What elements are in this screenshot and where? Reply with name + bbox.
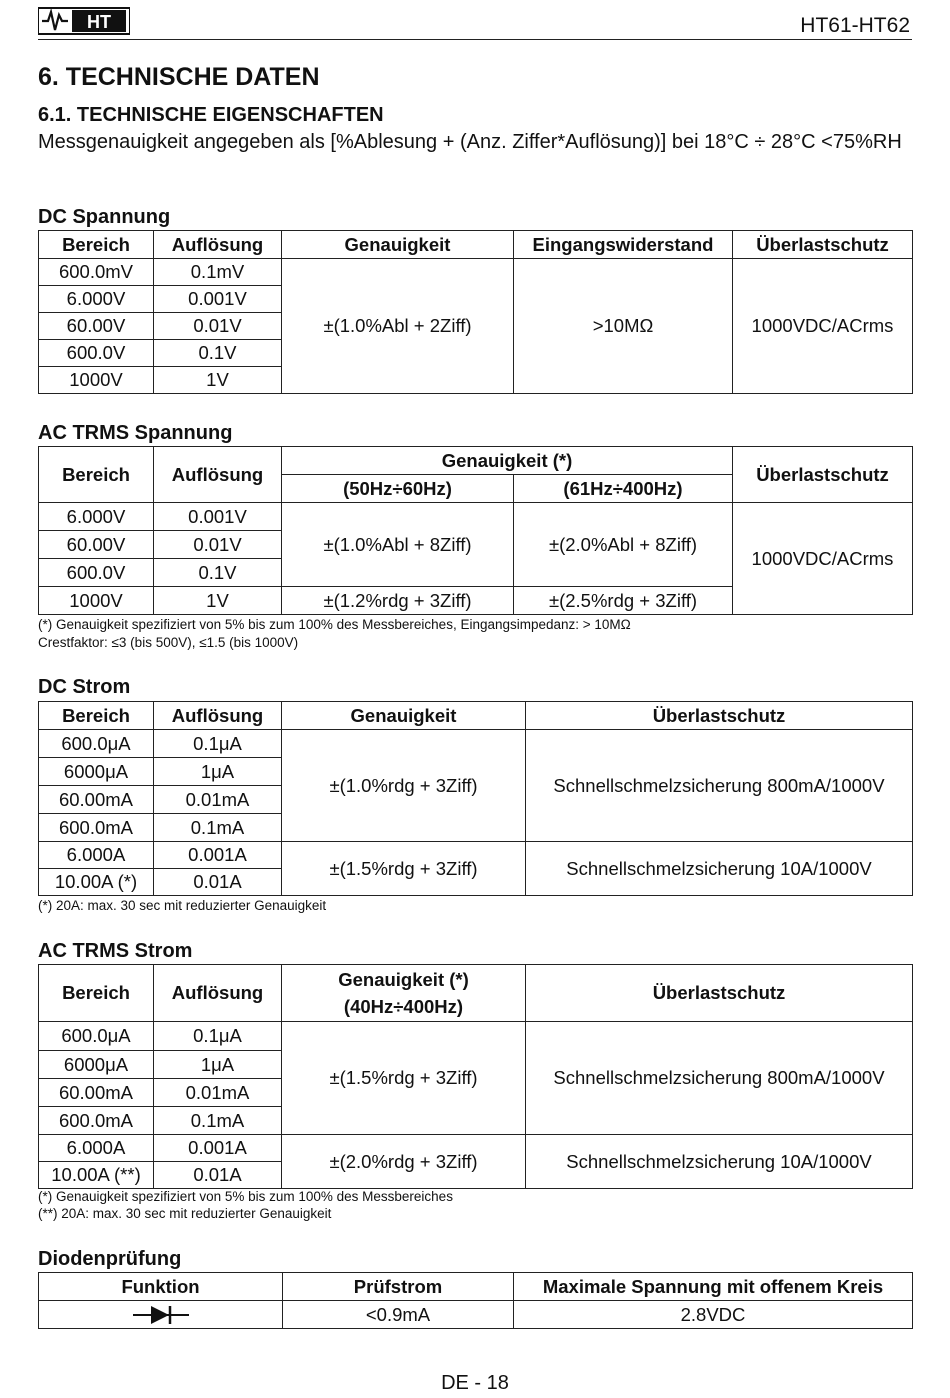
accuracy-cell: ±(2.0%Abl + 8Ziff) [514,503,733,587]
resolution-cell: 0.1mV [154,259,282,286]
range-cell: 6.000V [39,286,154,313]
header-resolution: Auflösung [154,231,282,259]
dc-current-title: DC Strom [38,676,131,698]
ac-current-table [38,964,913,1189]
page-number: DE - 18 [441,1372,509,1394]
logo-text: HT [87,12,111,32]
range-cell: 600.0mV [39,259,154,286]
range-cell: 60.00mA [39,1079,154,1107]
protection-cell: 1000VDC/ACrms [733,259,913,394]
resolution-cell: 1μA [154,758,282,786]
header-freq-2: (61Hz÷400Hz) [514,475,733,503]
range-cell: 6.000A [39,1135,154,1162]
range-cell: 60.00mA [39,786,154,814]
resolution-cell: 0.1mA [154,814,282,842]
diode-icon [131,1304,191,1326]
header-resolution: Auflösung [154,702,282,730]
range-cell: 600.0μA [39,1022,154,1051]
accuracy-cell: ±(2.0%rdg + 3Ziff) [282,1135,526,1189]
header-function: Funktion [39,1273,283,1301]
accuracy-cell: ±(1.5%rdg + 3Ziff) [282,842,526,896]
ac-voltage-note-1: (*) Genauigkeit spezifiziert von 5% bis zum 100% des Messbereiches, Eingangsimpedanz: > 10MΩ [38,617,631,632]
range-cell: 10.00A (*) [39,869,154,896]
header-accuracy-freq: (40Hz÷400Hz) [343,996,464,1017]
page-title: 6. TECHNISCHE DATEN [38,63,320,91]
header-range: Bereich [39,702,154,730]
resolution-cell: 0.1V [154,340,282,367]
header-protection: Überlastschutz [526,702,913,730]
resolution-cell: 0.01mA [154,1079,282,1107]
header-protection: Überlastschutz [733,231,913,259]
range-cell: 1000V [39,587,154,615]
header-freq-1: (50Hz÷60Hz) [282,475,514,503]
accuracy-cell: ±(1.0%rdg + 3Ziff) [282,730,526,842]
range-cell: 6000μA [39,1051,154,1079]
resolution-cell: 0.001A [154,842,282,869]
header-max-voltage: Maximale Spannung mit offenem Kreis [514,1273,913,1301]
function-cell [39,1301,283,1329]
max-voltage-cell: 2.8VDC [514,1301,913,1329]
protection-cell: Schnellschmelzsicherung 10A/1000V [526,1135,913,1189]
ac-current-note-1: (*) Genauigkeit spezifiziert von 5% bis zum 100% des Messbereiches [38,1189,453,1204]
range-cell: 60.00V [39,531,154,559]
accuracy-cell: ±(2.5%rdg + 3Ziff) [514,587,733,615]
accuracy-cell: ±(1.2%rdg + 3Ziff) [282,587,514,615]
resolution-cell: 0.1mA [154,1107,282,1135]
ac-voltage-note-2: Crestfaktor: ≤3 (bis 500V), ≤1.5 (bis 1000V) [38,635,299,650]
range-cell: 600.0μA [39,730,154,758]
model-name: HT61-HT62 [800,14,910,37]
header-protection: Überlastschutz [526,965,913,1022]
header-rule [38,39,912,40]
dc-current-table [38,701,913,896]
resolution-cell: 0.1V [154,559,282,587]
resolution-cell: 0.01V [154,531,282,559]
ht-logo [38,6,130,36]
accuracy-cell: ±(1.0%Abl + 2Ziff) [282,259,514,394]
resolution-cell: 0.01mA [154,786,282,814]
header-range: Bereich [39,231,154,259]
resolution-cell: 1V [154,367,282,394]
impedance-cell: >10MΩ [514,259,733,394]
resolution-cell: 0.1μA [154,1022,282,1051]
resolution-cell: 0.001A [154,1135,282,1162]
header-protection: Überlastschutz [733,447,913,503]
intro-text: Messgenauigkeit angegeben als [%Ablesung + (Anz. Ziffer*Auflösung)] bei 18°C ÷ 28°C <75%RH [38,131,902,153]
protection-cell: Schnellschmelzsicherung 800mA/1000V [526,1022,913,1135]
range-cell: 1000V [39,367,154,394]
header-accuracy-label: Genauigkeit (*) [338,969,469,990]
resolution-cell: 0.01A [154,869,282,896]
header-impedance: Eingangswiderstand [514,231,733,259]
ac-current-note-2: (**) 20A: max. 30 sec mit reduzierter Genauigkeit [38,1206,332,1221]
resolution-cell: 0.01V [154,313,282,340]
accuracy-cell: ±(1.5%rdg + 3Ziff) [282,1022,526,1135]
ac-current-title: AC TRMS Strom [38,940,193,962]
dc-voltage-title: DC Spannung [38,206,171,228]
diode-table [38,1272,913,1329]
range-cell: 600.0mA [39,814,154,842]
resolution-cell: 0.1μA [154,730,282,758]
protection-cell: 1000VDC/ACrms [733,503,913,615]
protection-cell: Schnellschmelzsicherung 10A/1000V [526,842,913,896]
resolution-cell: 1V [154,587,282,615]
header-range: Bereich [39,447,154,503]
range-cell: 6.000V [39,503,154,531]
resolution-cell: 0.001V [154,286,282,313]
accuracy-cell: ±(1.0%Abl + 8Ziff) [282,503,514,587]
header-accuracy: Genauigkeit [282,231,514,259]
resolution-cell: 1μA [154,1051,282,1079]
range-cell: 600.0V [39,340,154,367]
header-resolution: Auflösung [154,965,282,1022]
range-cell: 600.0V [39,559,154,587]
range-cell: 10.00A (**) [39,1162,154,1189]
range-cell: 6.000A [39,842,154,869]
header-resolution: Auflösung [154,447,282,503]
header-range: Bereich [39,965,154,1022]
header-accuracy: Genauigkeit (*) [282,447,733,475]
header-accuracy [282,965,526,1022]
range-cell: 600.0mA [39,1107,154,1135]
header-accuracy: Genauigkeit [282,702,526,730]
dc-current-note: (*) 20A: max. 30 sec mit reduzierter Genauigkeit [38,898,327,913]
ac-voltage-title: AC TRMS Spannung [38,422,233,444]
header-test-current: Prüfstrom [283,1273,514,1301]
diode-title: Diodenprüfung [38,1248,182,1270]
resolution-cell: 0.001V [154,503,282,531]
dc-voltage-table [38,230,913,394]
protection-cell: Schnellschmelzsicherung 800mA/1000V [526,730,913,842]
range-cell: 60.00V [39,313,154,340]
section-title: 6.1. TECHNISCHE EIGENSCHAFTEN [38,104,384,126]
test-current-cell: <0.9mA [283,1301,514,1329]
ac-voltage-table [38,446,913,615]
range-cell: 6000μA [39,758,154,786]
resolution-cell: 0.01A [154,1162,282,1189]
